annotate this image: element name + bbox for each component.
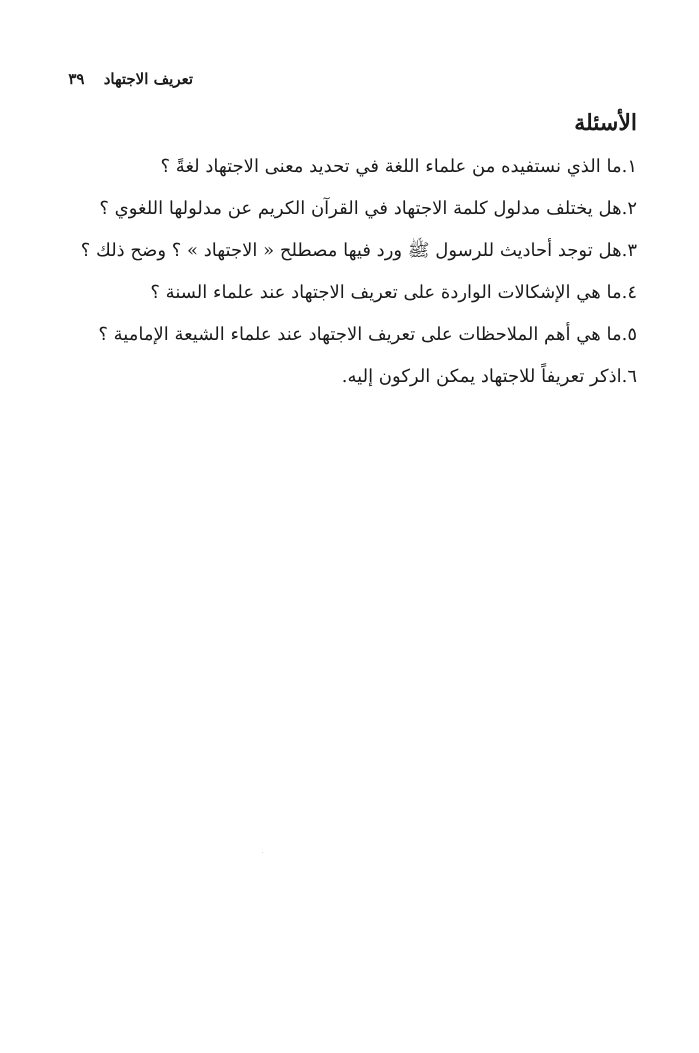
- question-item-1: [57, 148, 637, 190]
- question-item-3: [57, 232, 637, 274]
- question-text: ما هي الإشكالات الواردة على تعريف الاجتهاد عند علماء السنة ؟: [150, 282, 622, 303]
- question-number: ٥.: [621, 324, 637, 345]
- running-head-title: تعريف الاجتهاد: [103, 70, 193, 88]
- question-number: ٢.: [621, 198, 637, 219]
- question-item-6: [57, 358, 637, 400]
- page-number: ٣٩: [68, 70, 85, 88]
- question-item-5: [57, 316, 637, 358]
- question-item-4: [57, 274, 637, 316]
- questions-list: [57, 148, 637, 400]
- question-text: اذكر تعريفاً للاجتهاد يمكن الركون إليه.: [341, 366, 622, 387]
- question-item-2: [57, 190, 637, 232]
- scan-speck: [262, 852, 263, 853]
- running-head: [0, 70, 193, 88]
- question-number: ٣.: [621, 240, 637, 261]
- question-text: ما الذي نستفيده من علماء اللغة في تحديد معنى الاجتهاد لغةً ؟: [160, 156, 622, 177]
- question-number: ٦.: [621, 366, 637, 387]
- question-text: هل توجد أحاديث للرسول ﷺ ورد فيها مصطلح « الاجتهاد » ؟ وضح ذلك ؟: [80, 240, 622, 261]
- question-text: ما هي أهم الملاحظات على تعريف الاجتهاد عند علماء الشيعة الإمامية ؟: [98, 324, 622, 345]
- question-text: هل يختلف مدلول كلمة الاجتهاد في القرآن الكريم عن مدلولها اللغوي ؟: [99, 198, 622, 219]
- question-number: ٤.: [621, 282, 637, 303]
- question-number: ١.: [621, 156, 637, 177]
- section-heading: الأسئلة: [574, 110, 637, 136]
